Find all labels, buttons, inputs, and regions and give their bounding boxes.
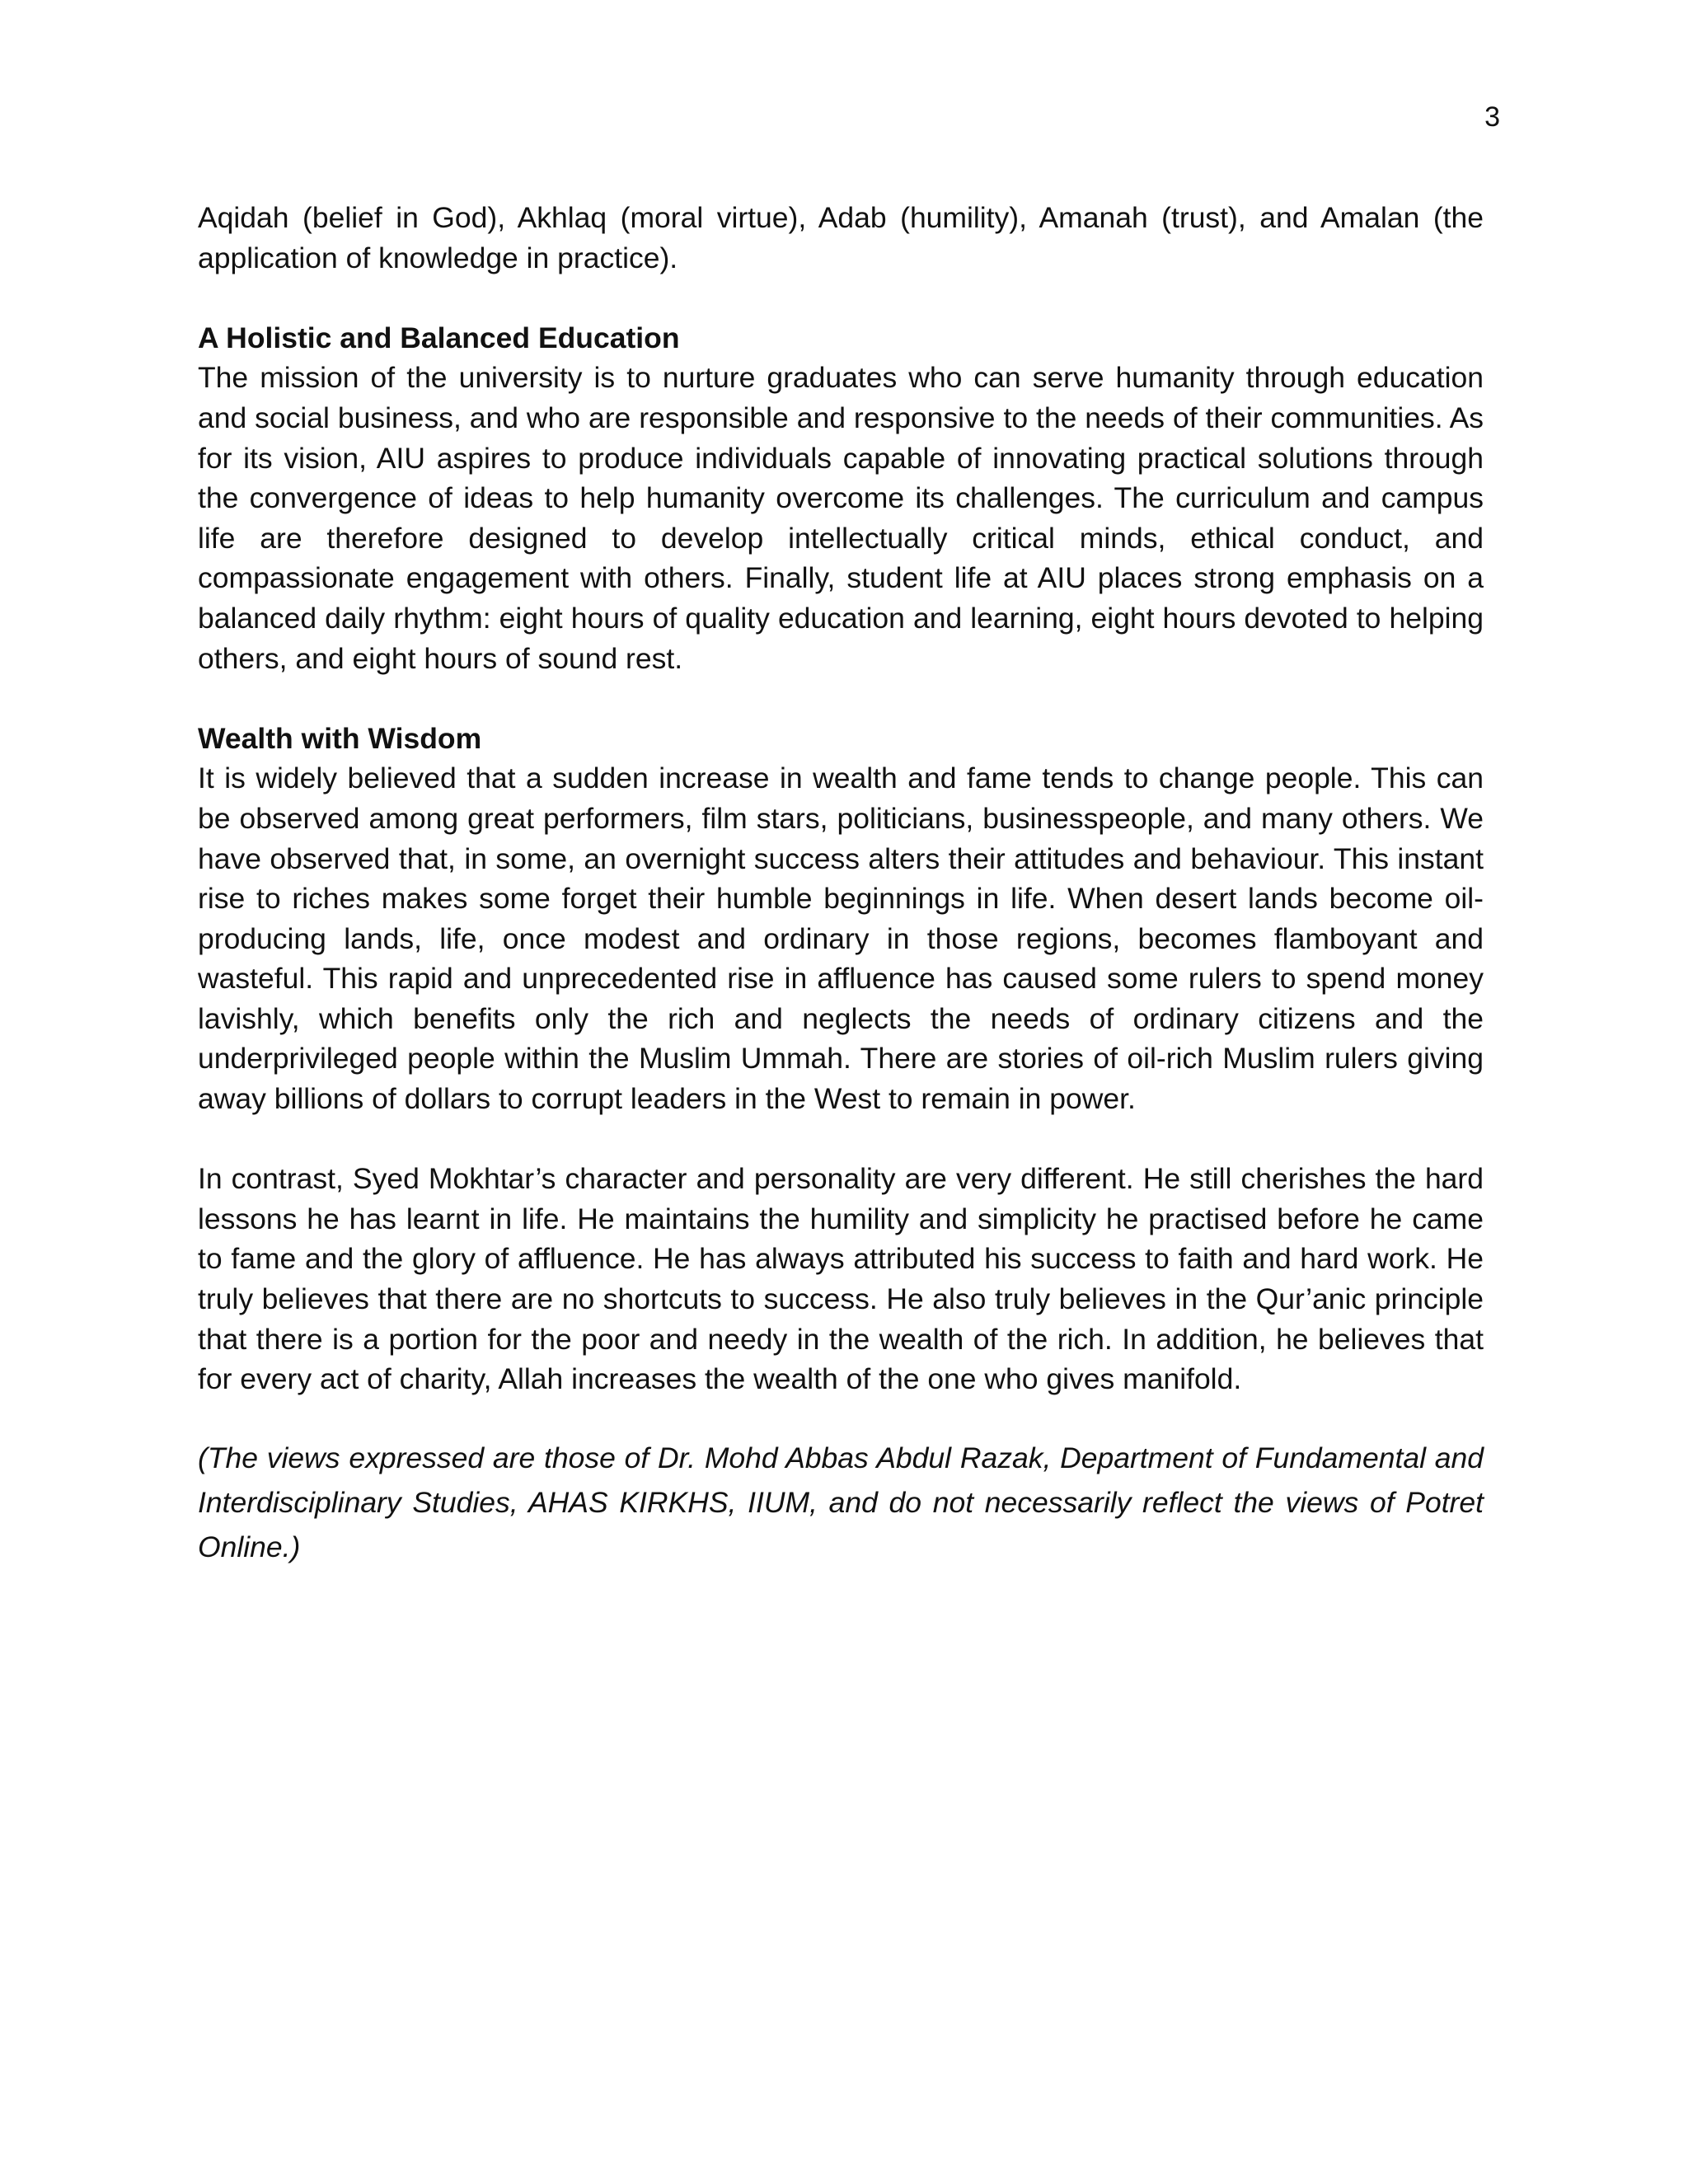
contrast-paragraph: In contrast, Syed Mokhtar’s character and personality are very different. He still cherishes the hard lessons he has learnt in life. He maintains the humility and simplicity he practised before he came to fame and the glory of affluence. He has always attributed his success to faith and hard work. He truly believes that there are no shortcuts to success. He also truly believes in the Qur’anic principle that there is a portion for the poor and needy in the wealth of the rich. In addition, he believes that for every act of charity, Allah increases the wealth of the one who gives manifold. — [198, 1162, 1484, 1396]
page-number: 3 — [1484, 101, 1500, 133]
section-paragraph-wealth-with-wisdom: It is widely believed that a sudden increase in wealth and fame tends to change people. This can be observed among great performers, film stars, politicians, businesspeople, and many others. We have observed that, in some, an overnight success alters their attitudes and behaviour. This instant rise to riches makes some forget their humble beginnings in life. When desert lands become oil-producing lands, life, once modest and ordinary in those regions, becomes flamboyant and wasteful. This rapid and unprecedented rise in affluence has caused some rulers to spend money lavishly, which benefits only the rich and neglects the needs of ordinary citizens and the underprivileged people within the Muslim Ummah. There are stories of oil-rich Muslim rulers giving away billions of dollars to corrupt leaders in the West to remain in power. — [198, 762, 1484, 1116]
section-heading-wealth-with-wisdom: Wealth with Wisdom — [198, 721, 482, 755]
document-body — [198, 198, 1484, 1569]
disclaimer-note: (The views expressed are those of Dr. Mohd Abbas Abdul Razak, Department of Fundamental and Interdisciplinary Studies, AHAS KIRKHS, IIUM, and do not necessarily reflect the views of Potret Online.) — [198, 1441, 1484, 1563]
section-paragraph-holistic-education: The mission of the university is to nurture graduates who can serve humanity through education and social business, and who are responsible and responsive to the needs of their communities. As for its vision, AIU aspires to produce individuals capable of innovating practical solutions through the convergence of ideas to help humanity overcome its challenges. The curriculum and campus life are therefore designed to develop intellectually critical minds, ethical conduct, and compassionate engagement with others. Finally, student life at AIU places strong emphasis on a balanced daily rhythm: eight hours of quality education and learning, eight hours devoted to helping others, and eight hours of sound rest. — [198, 361, 1484, 675]
section-heading-holistic-education: A Holistic and Balanced Education — [198, 321, 680, 354]
intro-paragraph: Aqidah (belief in God), Akhlaq (moral virtue), Adab (humility), Amanah (trust), and Amalan (the application of knowledge in practice). — [198, 201, 1484, 274]
